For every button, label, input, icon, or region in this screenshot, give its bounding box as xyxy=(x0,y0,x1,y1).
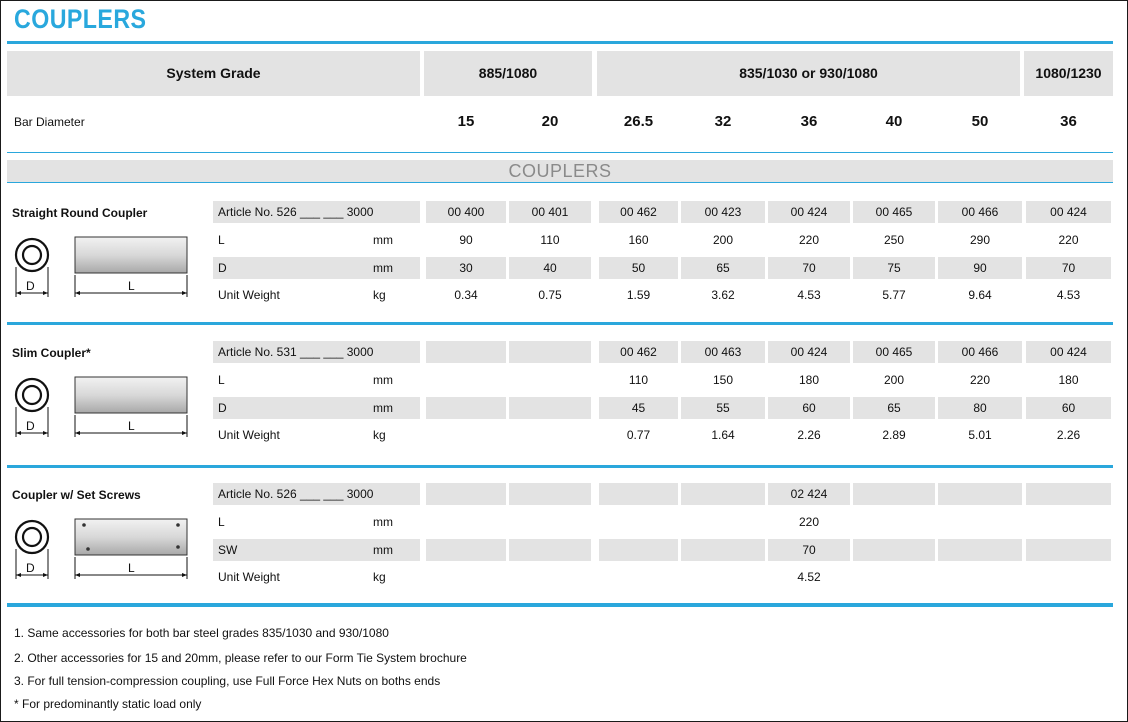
bar-diameter-value: 26.5 xyxy=(623,113,654,130)
row-label: Article No. 531 ___ ___ 3000 xyxy=(218,345,374,359)
table-cell: 80 xyxy=(973,401,987,415)
row-unit: mm xyxy=(373,373,393,387)
value-cell-band xyxy=(853,539,935,561)
row-label: D xyxy=(218,401,227,415)
table-cell: 00 465 xyxy=(875,205,913,219)
table-cell: 00 424 xyxy=(1050,345,1087,359)
table-cell: 5.01 xyxy=(968,428,992,442)
system-grade-label: System Grade xyxy=(166,65,261,81)
table-cell: 50 xyxy=(631,261,646,275)
row-unit: kg xyxy=(373,288,386,302)
table-cell: 4.52 xyxy=(797,570,821,584)
bar-diameter-value: 40 xyxy=(885,113,903,130)
diagram-d-label: D xyxy=(26,561,35,575)
table-cell: 90 xyxy=(459,233,473,247)
row-unit: mm xyxy=(373,515,393,529)
table-cell: 60 xyxy=(802,401,816,415)
section-title: COUPLERS xyxy=(508,161,612,181)
table-cell: 65 xyxy=(887,401,901,415)
row-label: L xyxy=(218,515,225,529)
value-cell-band xyxy=(426,483,506,505)
table-cell: 00 424 xyxy=(790,205,828,219)
section-rule-bottom xyxy=(7,182,1113,183)
table-cell: 250 xyxy=(883,233,905,247)
row-unit: kg xyxy=(373,570,386,584)
table-cell: 0.34 xyxy=(454,288,478,302)
row-label: L xyxy=(218,233,225,247)
table-cell: 9.64 xyxy=(968,288,992,302)
title-rule xyxy=(7,41,1113,44)
grade-885-1080: 885/1080 xyxy=(478,65,538,81)
row-label: D xyxy=(218,261,227,275)
table-cell: 220 xyxy=(798,515,820,529)
table-cell: 220 xyxy=(1058,233,1079,247)
table-cell: 70 xyxy=(1061,261,1076,275)
value-cell-band xyxy=(426,539,506,561)
row-unit: mm xyxy=(373,261,393,275)
section-rule-top xyxy=(7,152,1113,153)
value-cell-band xyxy=(599,483,678,505)
table-cell: 3.62 xyxy=(711,288,735,302)
note-4: * For predominantly static load only xyxy=(14,697,202,711)
table-cell: 2.26 xyxy=(797,428,821,442)
table-cell: 00 400 xyxy=(447,205,485,219)
table-cell: 160 xyxy=(628,233,649,247)
bar-diameter-label: Bar Diameter xyxy=(14,115,85,129)
coupler-diagram-icon xyxy=(10,513,195,583)
note-2: 2. Other accessories for 15 and 20mm, please refer to our Form Tie System brochure xyxy=(14,651,467,665)
row-unit: kg xyxy=(373,428,386,442)
bar-diameter-value: 20 xyxy=(541,113,559,130)
table-cell: 1.64 xyxy=(711,428,735,442)
value-cell-band xyxy=(681,483,765,505)
table-cell: 4.53 xyxy=(1056,288,1081,302)
table-cell: 180 xyxy=(798,373,820,387)
row-label: Unit Weight xyxy=(218,288,280,302)
diagram-l-label: L xyxy=(128,561,135,575)
table-cell: 0.75 xyxy=(538,288,562,302)
row-label: L xyxy=(218,373,225,387)
value-cell-band xyxy=(426,341,506,363)
table-cell: 220 xyxy=(798,233,820,247)
value-cell-band xyxy=(938,539,1022,561)
coupler-diagram-icon xyxy=(10,231,195,301)
page-title: COUPLERS xyxy=(14,4,147,34)
row-label: Unit Weight xyxy=(218,570,280,584)
diagram-l-label: L xyxy=(128,419,135,433)
table-cell: 45 xyxy=(631,401,646,415)
diagram-l-label: L xyxy=(128,279,135,293)
table-cell: 70 xyxy=(802,543,816,557)
table-cell: 00 424 xyxy=(790,345,828,359)
table-cell: 00 401 xyxy=(531,205,569,219)
table-cell: 4.53 xyxy=(797,288,821,302)
coupler-type-name: Slim Coupler* xyxy=(12,346,91,360)
table-cell: 65 xyxy=(716,261,730,275)
table-cell: 150 xyxy=(712,373,734,387)
table-cell: 00 466 xyxy=(961,345,999,359)
value-cell-band xyxy=(1026,483,1111,505)
table-cell: 00 465 xyxy=(875,345,913,359)
row-label: Article No. 526 ___ ___ 3000 xyxy=(218,205,374,219)
row-label: Unit Weight xyxy=(218,428,280,442)
table-cell: 75 xyxy=(887,261,901,275)
table-cell: 200 xyxy=(883,373,905,387)
table-cell: 110 xyxy=(540,233,560,247)
table-cell: 0.77 xyxy=(626,428,651,442)
table-cell: 00 463 xyxy=(704,345,742,359)
table-cell: 5.77 xyxy=(882,288,906,302)
table-cell: 1.59 xyxy=(626,288,651,302)
bar-diameter-value: 36 xyxy=(1060,113,1077,130)
table-cell: 220 xyxy=(969,373,991,387)
coupler-diagram-icon xyxy=(10,371,195,441)
section-band xyxy=(7,160,1113,182)
table-cell: 55 xyxy=(716,401,730,415)
group-separator xyxy=(7,465,1113,468)
table-cell: 290 xyxy=(969,233,991,247)
value-cell-band xyxy=(509,483,591,505)
table-cell: 180 xyxy=(1058,373,1079,387)
grade-835-1030: 835/1030 or 930/1080 xyxy=(739,65,878,81)
table-cell: 00 462 xyxy=(620,205,657,219)
value-cell-band xyxy=(509,539,591,561)
table-cell: 40 xyxy=(543,261,557,275)
bar-diameter-value: 50 xyxy=(971,113,989,130)
value-cell-band xyxy=(426,397,506,419)
table-cell: 2.26 xyxy=(1056,428,1081,442)
value-cell-band xyxy=(509,341,591,363)
row-label: SW xyxy=(218,543,238,557)
diagram-d-label: D xyxy=(26,419,35,433)
note-1: 1. Same accessories for both bar steel grades 835/1030 and 930/1080 xyxy=(14,626,389,640)
bar-diameter-value: 36 xyxy=(800,113,818,130)
value-cell-band xyxy=(509,397,591,419)
row-label: Article No. 526 ___ ___ 3000 xyxy=(218,487,374,501)
table-cell: 2.89 xyxy=(882,428,906,442)
table-cell: 200 xyxy=(712,233,734,247)
row-unit: mm xyxy=(373,401,393,415)
row-unit: mm xyxy=(373,543,393,557)
value-cell-band xyxy=(681,539,765,561)
bar-diameter-value: 15 xyxy=(457,113,475,130)
table-cell: 00 423 xyxy=(704,205,742,219)
value-cell-band xyxy=(853,483,935,505)
group-separator xyxy=(7,322,1113,325)
table-cell: 00 462 xyxy=(620,345,657,359)
value-cell-band xyxy=(599,539,678,561)
notes-rule xyxy=(7,603,1113,607)
table-cell: 30 xyxy=(459,261,473,275)
table-cell: 70 xyxy=(802,261,816,275)
grade-1080-1230: 1080/1230 xyxy=(1035,65,1102,81)
diagram-d-label: D xyxy=(26,279,35,293)
table-cell: 110 xyxy=(628,373,649,387)
coupler-type-name: Straight Round Coupler xyxy=(12,206,148,220)
bar-diameter-value: 32 xyxy=(714,113,732,130)
value-cell-band xyxy=(1026,539,1111,561)
table-cell: 90 xyxy=(973,261,987,275)
value-cell-band xyxy=(938,483,1022,505)
row-unit: mm xyxy=(373,233,393,247)
note-3: 3. For full tension-compression coupling, use Full Force Hex Nuts on boths ends xyxy=(14,674,441,688)
table-cell: 60 xyxy=(1061,401,1076,415)
coupler-type-name: Coupler w/ Set Screws xyxy=(12,488,141,502)
table-cell: 00 466 xyxy=(961,205,999,219)
table-cell: 00 424 xyxy=(1050,205,1087,219)
table-cell: 02 424 xyxy=(790,487,828,501)
